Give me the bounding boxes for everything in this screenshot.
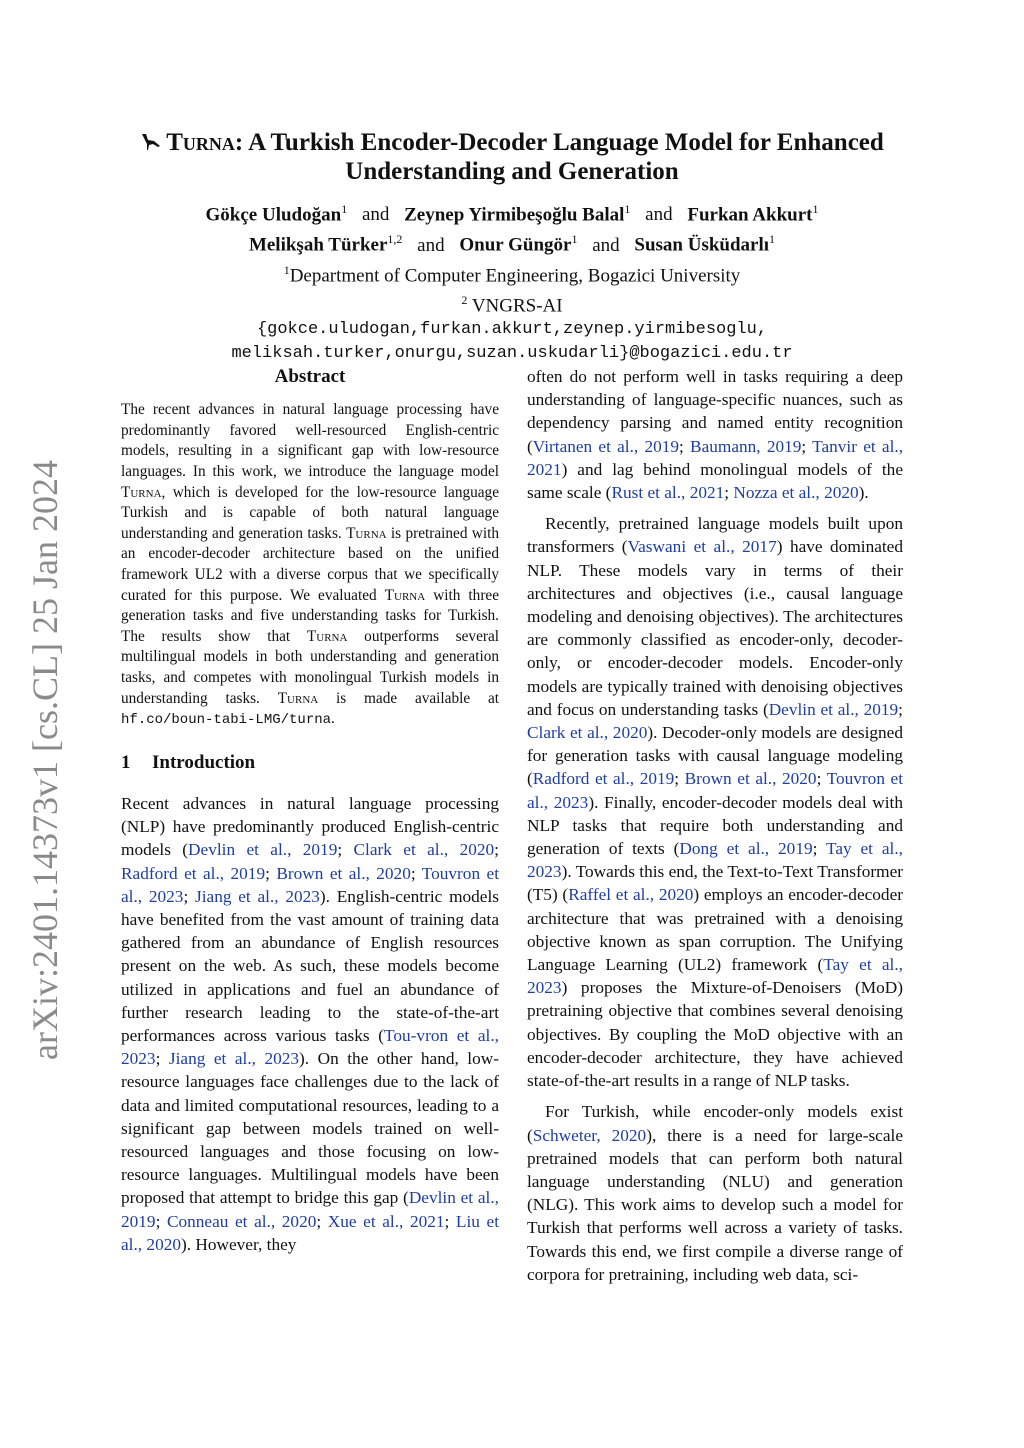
citation-link[interactable]: Virtanen et al., 2019 (532, 436, 680, 456)
citation-link[interactable]: Xue et al., 2021 (327, 1211, 445, 1231)
citation-link[interactable]: Brown et al., 2020 (684, 769, 817, 789)
author-separator: and (361, 204, 390, 226)
body-paragraph: Recently, pretrained language models built upon transformers (Vaswani et al., 2017) have dominated NLP. These models vary in terms of their architectures and objectives (i.e., causal language modeling and denoising objectives). The architectures are commonly classified as encoder-only, decoder-only, or encoder-decoder models. Encoder-only models are typically trained with denoising objectives and focus on understanding tasks (Devlin et al., 2019; Clark et al., 2020). Decoder-only models are designed for generation tasks with causal language modeling (Radford et al., 2019; Brown et al., 2020; Touvron et al., 2023). Finally, encoder-decoder models deal with NLP tasks that require both understanding and generation of texts (Dong et al., 2019; Tay et al., 2023). Towards this end, the Text-to-Text Transformer (T5) (Raffel et al., 2020) employs an encoder-decoder architecture that was pretrained with a denoising objective known as span corruption. The Unifying Language Learning (UL2) framework (Tay et al., 2023) proposes the Mixture-of-Denoisers (MoD) pretraining objective that combines several denoising objectives. By coupling the MoD objective with an encoder-decoder architecture, they have achieved state-of-the-art results in a range of NLP tasks. (527, 514, 904, 1091)
author-name: Susan Üsküdarlı (634, 234, 770, 256)
abstract-text: The recent advances in natural language processing have predominantly favored well-resourced English-centric models, resulting in a significant gap with low-resource languages. In this work, we introduce the language model Turna, which is developed for the low-resource language Turkish and is capable of both natural language understanding and generation tasks. Turna is pretrained with an encoder-decoder architecture based on the unified framework UL2 with a diverse corpus that we specifically curated for this purpose. We evaluated Turna with three generation tasks and five understanding tasks for Turkish. The results show that Turna outperforms several multilingual models in both understanding and generation tasks, and competes with monolingual Turkish models in understanding tasks. Turna is made available at hf.co/boun-tabi-LMG/turna. (121, 401, 500, 729)
author-name: Zeynep Yirmibeşoğlu Balal (404, 204, 625, 226)
citation-link[interactable]: Tay et al., 2023 (527, 839, 903, 882)
author-separator: and (645, 204, 673, 226)
right-column (527, 365, 903, 1286)
section-heading: 1 Introduction (121, 751, 256, 773)
citation-link[interactable]: Jiang et al., 2023 (168, 1049, 300, 1069)
citation-link[interactable]: Devlin et al., 2019 (188, 840, 338, 860)
citation-link[interactable]: Clark et al., 2020 (527, 723, 648, 743)
citation-link[interactable]: Tanvir (812, 436, 857, 456)
citation-link[interactable]: Liu et al., 2020 (121, 1211, 499, 1254)
turna-bird-icon (140, 132, 162, 152)
citation-link[interactable]: Baumann, 2019 (690, 436, 802, 456)
body-paragraph: For Turkish, while encoder-only models exist (Schweter, 2020), there is a need for large-scale pretrained models that can perform both natural language understanding (NLU) and generation (NLG). This work aims to develop such a model for Turkish that performs well across a variety of tasks. Towards this end, we first compile a diverse range of corpora for pretraining, including web data, sci- (527, 1102, 903, 1284)
email-line: meliksah.turker,onurgu,suzan.uskudarli}@bogazici.edu.tr (231, 344, 793, 364)
citation-link[interactable]: Brown et al., 2020 (276, 863, 411, 883)
title-rest: : A Turkish Encoder-Decoder Language Model for Enhanced Understanding and Generation (234, 129, 884, 185)
author-name: Melikşah Türker (248, 234, 388, 256)
citation-link[interactable]: Radford et al., 2019 (121, 863, 266, 883)
intro-paragraph: Recent advances in natural language processing (NLP) have predominantly produced English-centric models (Devlin et al., 2019; Clark et al., 2020; Radford et al., 2019; Brown et al., 2020; Touvron et al., 2023; Jiang et al., 2023). English-centric models have benefited from the vast amount of training data gathered from an abundance of English resources present on the web. As such, these models become utilized in applications and fuel an abundance of further research leading to the state-of-the-art performances across various tasks (Tou-vron et al., 2023; Jiang et al., 2023). On the other hand, low-resource languages face challenges due to the lack of data and limited computational resources, leading to a significant gap between models trained on well-resourced languages and those focusing on low-resource languages. Multilingual models have been proposed that attempt to bridge this gap (Devlin et al., 2019; Conneau et al., 2020; Xue et al., 2021; Liu et al., 2020). However, they (121, 793, 499, 1254)
citation-link[interactable]: Nozza et al., (733, 483, 820, 503)
author-affil-mark: 1,2 (387, 232, 403, 247)
citation-link[interactable]: Raffel et al., 2020 (568, 885, 694, 905)
author-line-1 (112, 197, 912, 227)
abstract-heading: Abstract (274, 366, 346, 387)
author-line-2 (112, 227, 912, 257)
author-affil-mark: 1 (624, 202, 631, 216)
author-name: Furkan Akkurt (687, 204, 813, 226)
citation-link[interactable]: Touvron et al., 2023 (527, 769, 904, 812)
citation-link[interactable]: Clark et al., (353, 840, 449, 860)
citation-link[interactable]: Tay et al., 2023 (527, 955, 903, 998)
body-paragraph: often do not perform well in tasks requiring a deep understanding of language-specific nuances, such as dependency parsing and named entity recognition (Virtanen et al., 2019; Baumann, 2019; Tanvir et al., 2021) and lag behind monolingual models of the same scale (Rust et al., 2021; Nozza et al., 2020). (527, 367, 904, 503)
arxiv-stamp (15, 460, 75, 1060)
author-name: Onur Güngör (459, 234, 572, 256)
author-block (112, 197, 912, 366)
citation-link[interactable]: Schweter, 2020 (532, 1125, 647, 1145)
arxiv-id: arXiv:2401.14373v1 [cs.CL] 25 Jan 2024 (25, 460, 65, 1060)
citation-link[interactable]: Touvron et al., 2023 (121, 863, 499, 906)
email-line: {gokce.uludogan,furkan.akkurt,zeynep.yirmibesoglu, (256, 320, 768, 340)
citation-link[interactable]: Devlin et al., 2019 (768, 699, 899, 719)
affiliation: $^2$ VNGRS-AI (461, 292, 563, 317)
citation-link[interactable]: Tou- (384, 1025, 417, 1045)
citation-link[interactable]: Rust et al., 2021 (611, 483, 725, 503)
author-affil-mark: 1 (571, 232, 578, 247)
author-affil-mark: 1 (769, 232, 776, 247)
citation-link[interactable]: Radford et al., 2019 (532, 769, 675, 789)
citation-link[interactable]: Jiang et al., 2023 (195, 886, 320, 906)
author-separator: and (592, 234, 620, 256)
citation-link[interactable]: Dong et al., (679, 839, 770, 859)
citation-link[interactable]: Vaswani et al., 2017 (627, 537, 777, 557)
affiliation: $^1$Department of Computer Engineering, Bogazici University (283, 262, 741, 286)
citation-link[interactable]: Conneau et al., 2020 (166, 1211, 317, 1231)
author-affil-mark: 1 (812, 202, 819, 216)
title-model-name: Turna (166, 129, 235, 156)
paper-title (112, 128, 912, 186)
author-affil-mark: 1 (341, 202, 348, 216)
author-name: Gökçe Uludoğan (205, 204, 342, 226)
left-column (121, 365, 499, 1256)
model-link[interactable]: hf.co/boun-tabi-LMG/turna (121, 712, 332, 729)
citation-link[interactable]: Devlin et al., 2019 (121, 1188, 499, 1231)
author-separator: and (417, 234, 445, 256)
